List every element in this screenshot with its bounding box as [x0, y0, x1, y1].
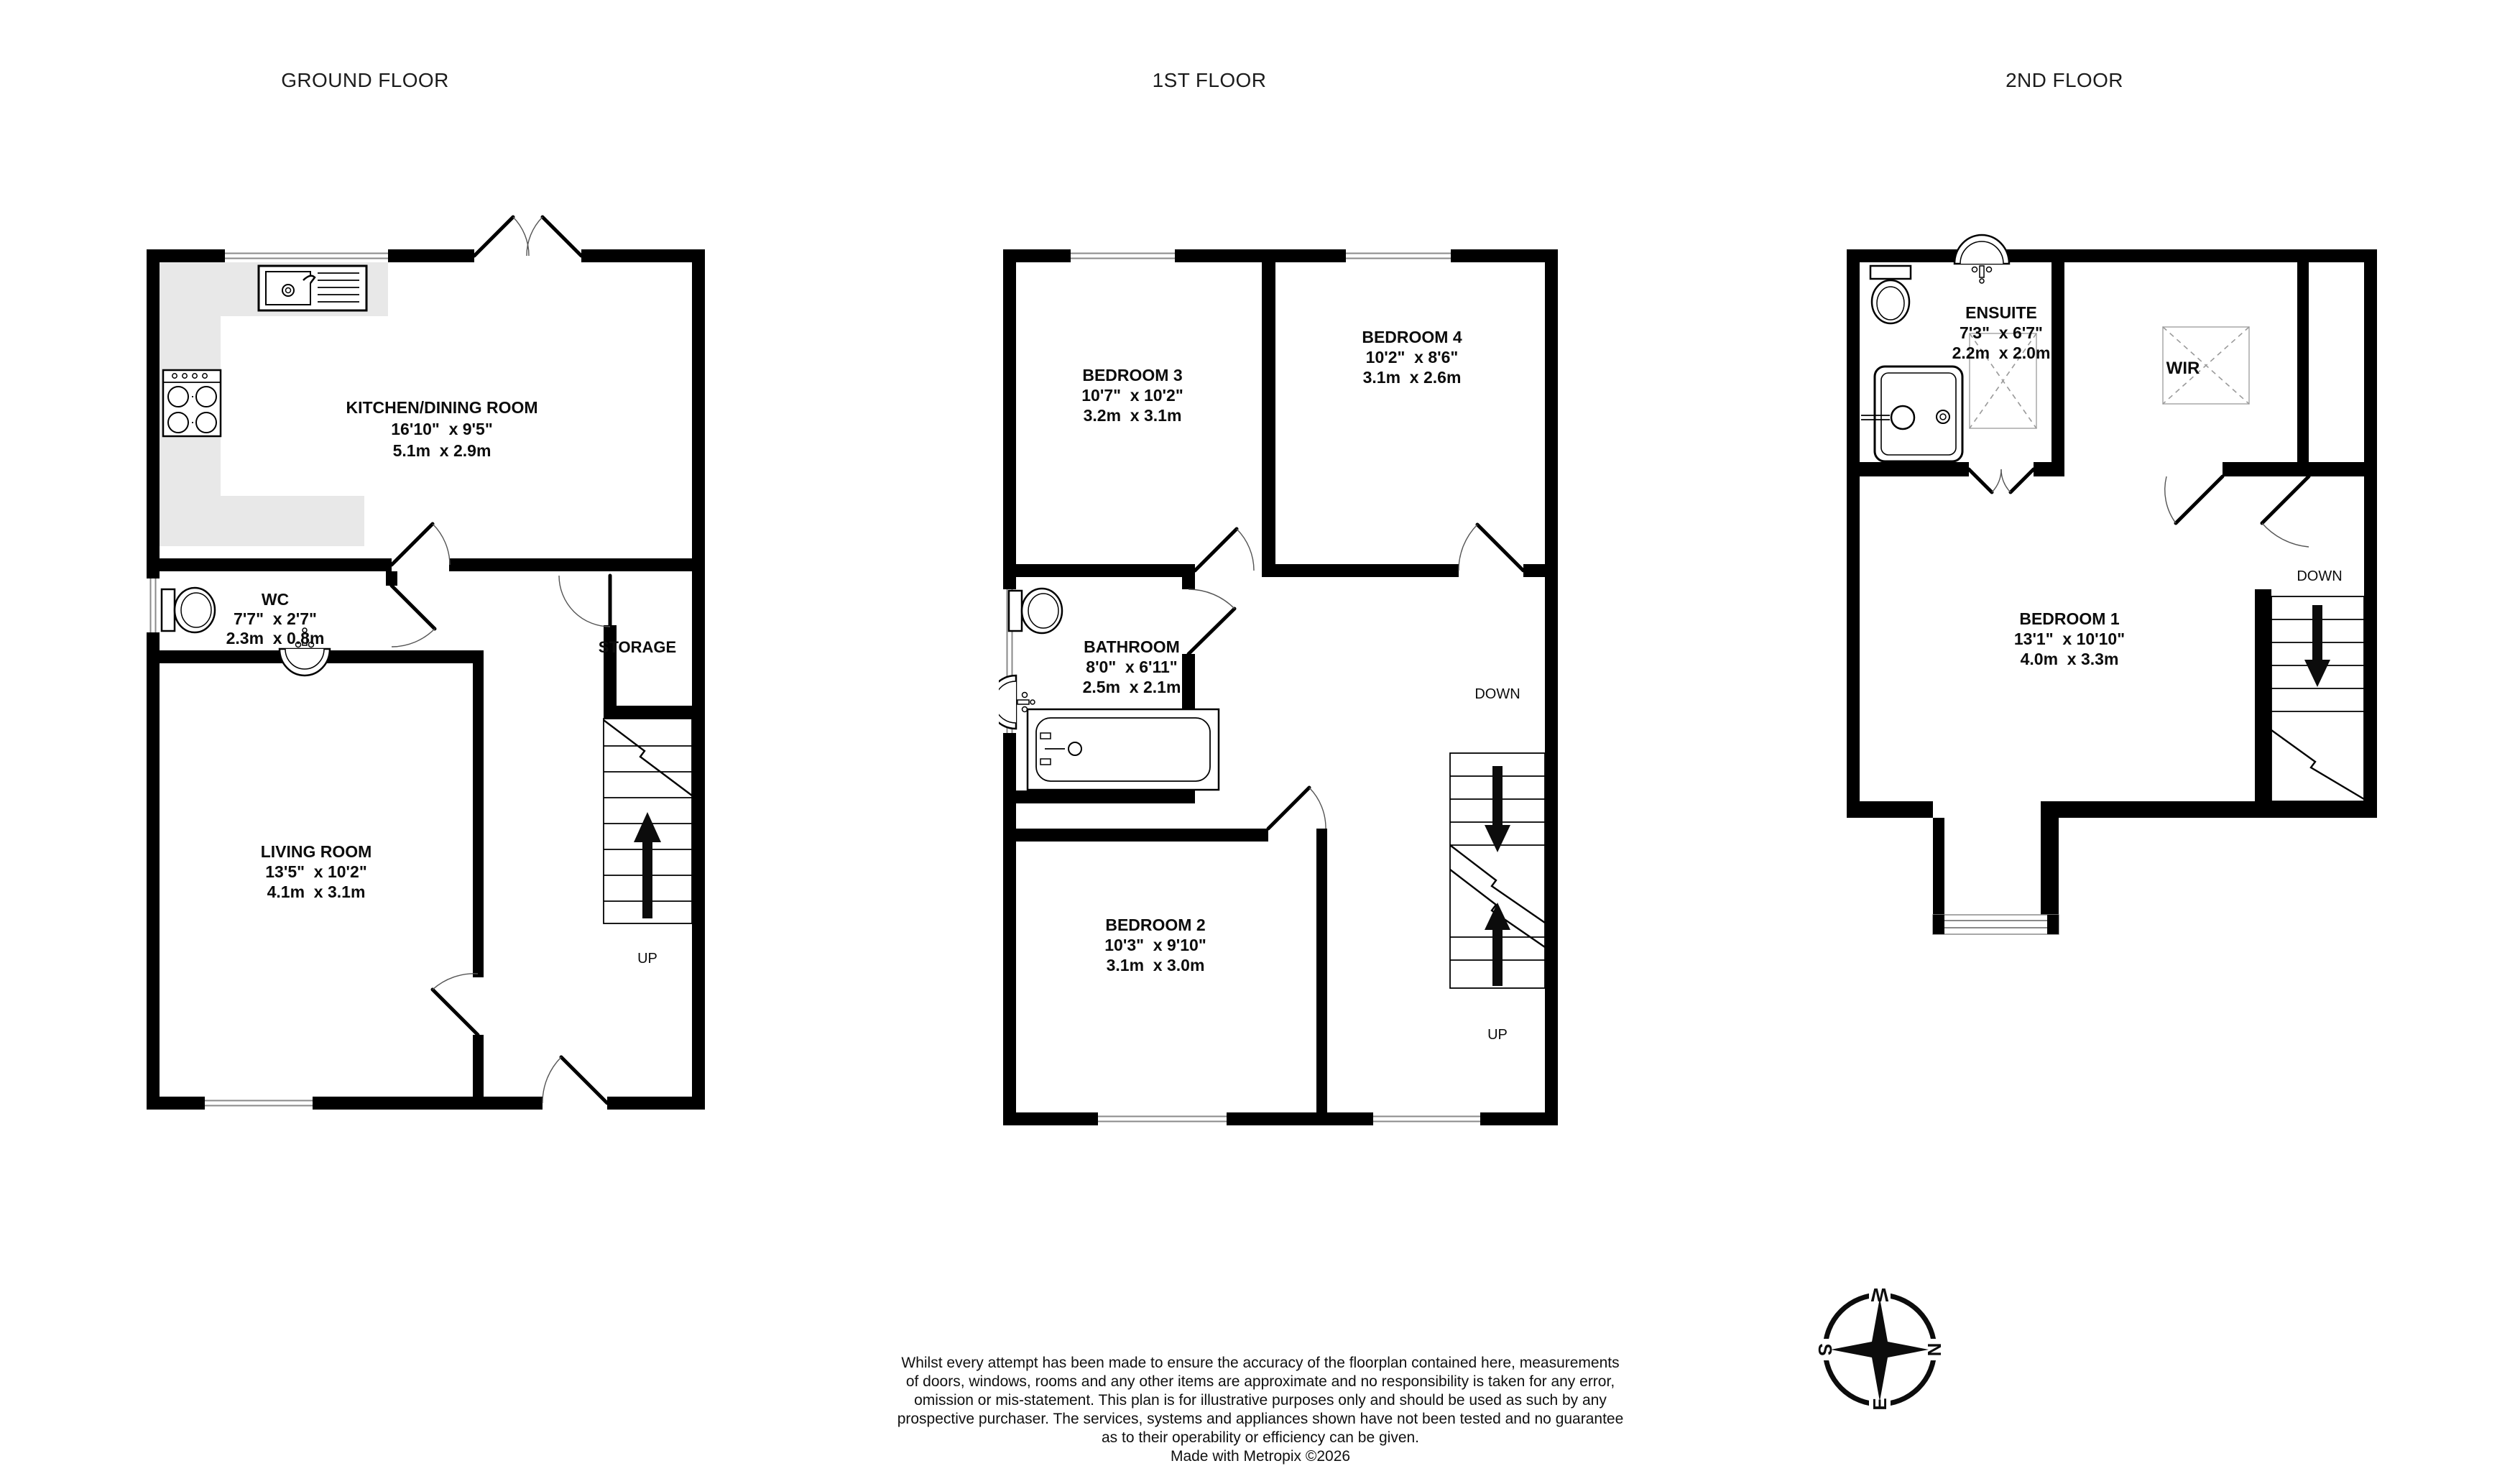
- disclaimer-line: prospective purchaser. The services, systems and appliances shown have not been tested and no guarantee: [897, 1411, 1624, 1427]
- room-label-bathroom: BATHROOM: [1084, 637, 1180, 656]
- kitchen-window: [225, 249, 388, 262]
- room-dim-living-metric: 4.1m x 3.1m: [267, 882, 366, 901]
- first-floor-title: 1ST FLOOR: [1152, 69, 1267, 91]
- storage-door: [559, 576, 610, 627]
- compass-west: W: [1870, 1284, 1889, 1306]
- room-dim-bedroom1-metric: 4.0m x 3.3m: [2020, 650, 2119, 668]
- stairs-down: [2271, 596, 2364, 801]
- room-label-bedroom4: BEDROOM 4: [1362, 328, 1462, 346]
- bedroom3-window: [1071, 249, 1175, 262]
- bedroom1-door: [2165, 476, 2223, 523]
- compass-star-icon: [1831, 1298, 1929, 1401]
- ground-floor-plan: [140, 187, 722, 1135]
- compass-icon: [1811, 1278, 1948, 1425]
- disclaimer-line: omission or mis-statement. This plan is for illustrative purposes only and should be used as such by any: [914, 1392, 1607, 1409]
- room-dim-living-imperial: 13'5" x 10'2": [265, 862, 367, 881]
- landing-window: [1373, 1112, 1480, 1125]
- room-dim-bedroom4-imperial: 10'2" x 8'6": [1365, 348, 1459, 366]
- room-label-bedroom3: BEDROOM 3: [1082, 366, 1183, 384]
- room-dim-bathroom-imperial: 8'0" x 6'11": [1086, 658, 1178, 676]
- room-dim-kitchen-imperial: 16'10" x 9'5": [391, 420, 493, 438]
- room-dim-wc-imperial: 7'7" x 2'7": [234, 609, 317, 628]
- stairs-up-label: UP: [637, 951, 657, 967]
- stove-icon: [163, 370, 221, 436]
- disclaimer-line: of doors, windows, rooms and any other items are approximate and no responsibility is taken for any error,: [905, 1373, 1615, 1390]
- room-dim-kitchen-metric: 5.1m x 2.9m: [392, 441, 491, 460]
- bathroom-door: [1189, 589, 1234, 654]
- bedroom2-door: [1268, 788, 1326, 829]
- french-doors: [474, 217, 581, 262]
- living-room-door: [433, 974, 478, 1035]
- stairs-up-label: UP: [1487, 1027, 1508, 1043]
- second-floor-plan: [1840, 187, 2414, 1143]
- room-dim-bedroom2-metric: 3.1m x 3.0m: [1106, 956, 1205, 974]
- second-walls: [1847, 249, 2377, 927]
- kitchen-door: [392, 524, 450, 565]
- dormer-bay-window: [1933, 915, 2059, 934]
- room-label-wc: WC: [261, 590, 290, 609]
- living-room-window: [205, 1097, 313, 1110]
- stairs-down-label: DOWN: [2297, 568, 2343, 584]
- room-label-living: LIVING ROOM: [260, 842, 372, 861]
- bathtub-icon: [1028, 709, 1219, 790]
- stairs-up: [604, 719, 692, 923]
- room-dim-ensuite-metric: 2.2m x 2.0m: [1952, 344, 2051, 362]
- bedroom4-door: [1459, 525, 1523, 571]
- room-dim-wc-metric: 2.3m x 0.8m: [226, 629, 325, 647]
- toilet-icon: [1870, 266, 1911, 323]
- wc-door: [392, 586, 435, 647]
- disclaimer-line: as to their operability or efficiency can be given.: [1101, 1429, 1420, 1446]
- ground-walls: [147, 249, 705, 1110]
- room-label-wir: WIR: [2166, 359, 2200, 378]
- room-label-storage: STORAGE: [598, 638, 677, 656]
- room-label-kitchen: KITCHEN/DINING ROOM: [346, 398, 538, 417]
- compass-south: S: [1814, 1343, 1836, 1356]
- room-dim-ensuite-imperial: 7'3" x 6'7": [1960, 323, 2043, 342]
- room-dim-bedroom2-imperial: 10'3" x 9'10": [1104, 936, 1206, 954]
- front-door: [543, 1057, 607, 1110]
- basin-icon: [1954, 235, 2009, 283]
- bedroom2-window: [1098, 1112, 1227, 1125]
- toilet-icon: [162, 588, 215, 632]
- shower-icon: [1861, 366, 1962, 461]
- room-label-ensuite: ENSUITE: [1965, 303, 2037, 322]
- stairs-door: [2262, 476, 2309, 547]
- room-dim-bedroom3-metric: 3.2m x 3.1m: [1083, 406, 1182, 425]
- wc-window: [147, 578, 160, 632]
- room-label-bedroom2: BEDROOM 2: [1105, 916, 1206, 934]
- compass-north: N: [1924, 1342, 1945, 1357]
- bedroom4-window: [1346, 249, 1451, 262]
- ground-floor-title: GROUND FLOOR: [281, 69, 449, 91]
- first-floor-plan: [999, 187, 1566, 1143]
- room-dim-bedroom1-imperial: 13'1" x 10'10": [2013, 630, 2126, 648]
- disclaimer-line: Whilst every attempt has been made to ensure the accuracy of the floorplan contained here, measurements: [901, 1355, 1620, 1371]
- ensuite-doors: [1969, 469, 2034, 492]
- compass-east: E: [1869, 1398, 1891, 1411]
- room-dim-bathroom-metric: 2.5m x 2.1m: [1082, 678, 1181, 696]
- room-label-bedroom1: BEDROOM 1: [2019, 609, 2120, 628]
- bedroom3-door: [1195, 529, 1254, 571]
- toilet-icon: [1009, 589, 1062, 633]
- room-dim-bedroom3-imperial: 10'7" x 10'2": [1081, 386, 1183, 405]
- stairs-down-up: [1450, 753, 1545, 988]
- kitchen-sink-icon: [259, 266, 366, 310]
- second-floor-title: 2ND FLOOR: [2006, 69, 2123, 91]
- room-dim-bedroom4-metric: 3.1m x 2.6m: [1362, 368, 1462, 387]
- stairs-down-label: DOWN: [1474, 686, 1520, 702]
- credit-line: Made with Metropix ©2026: [1170, 1448, 1351, 1465]
- disclaimer: [793, 1354, 1727, 1466]
